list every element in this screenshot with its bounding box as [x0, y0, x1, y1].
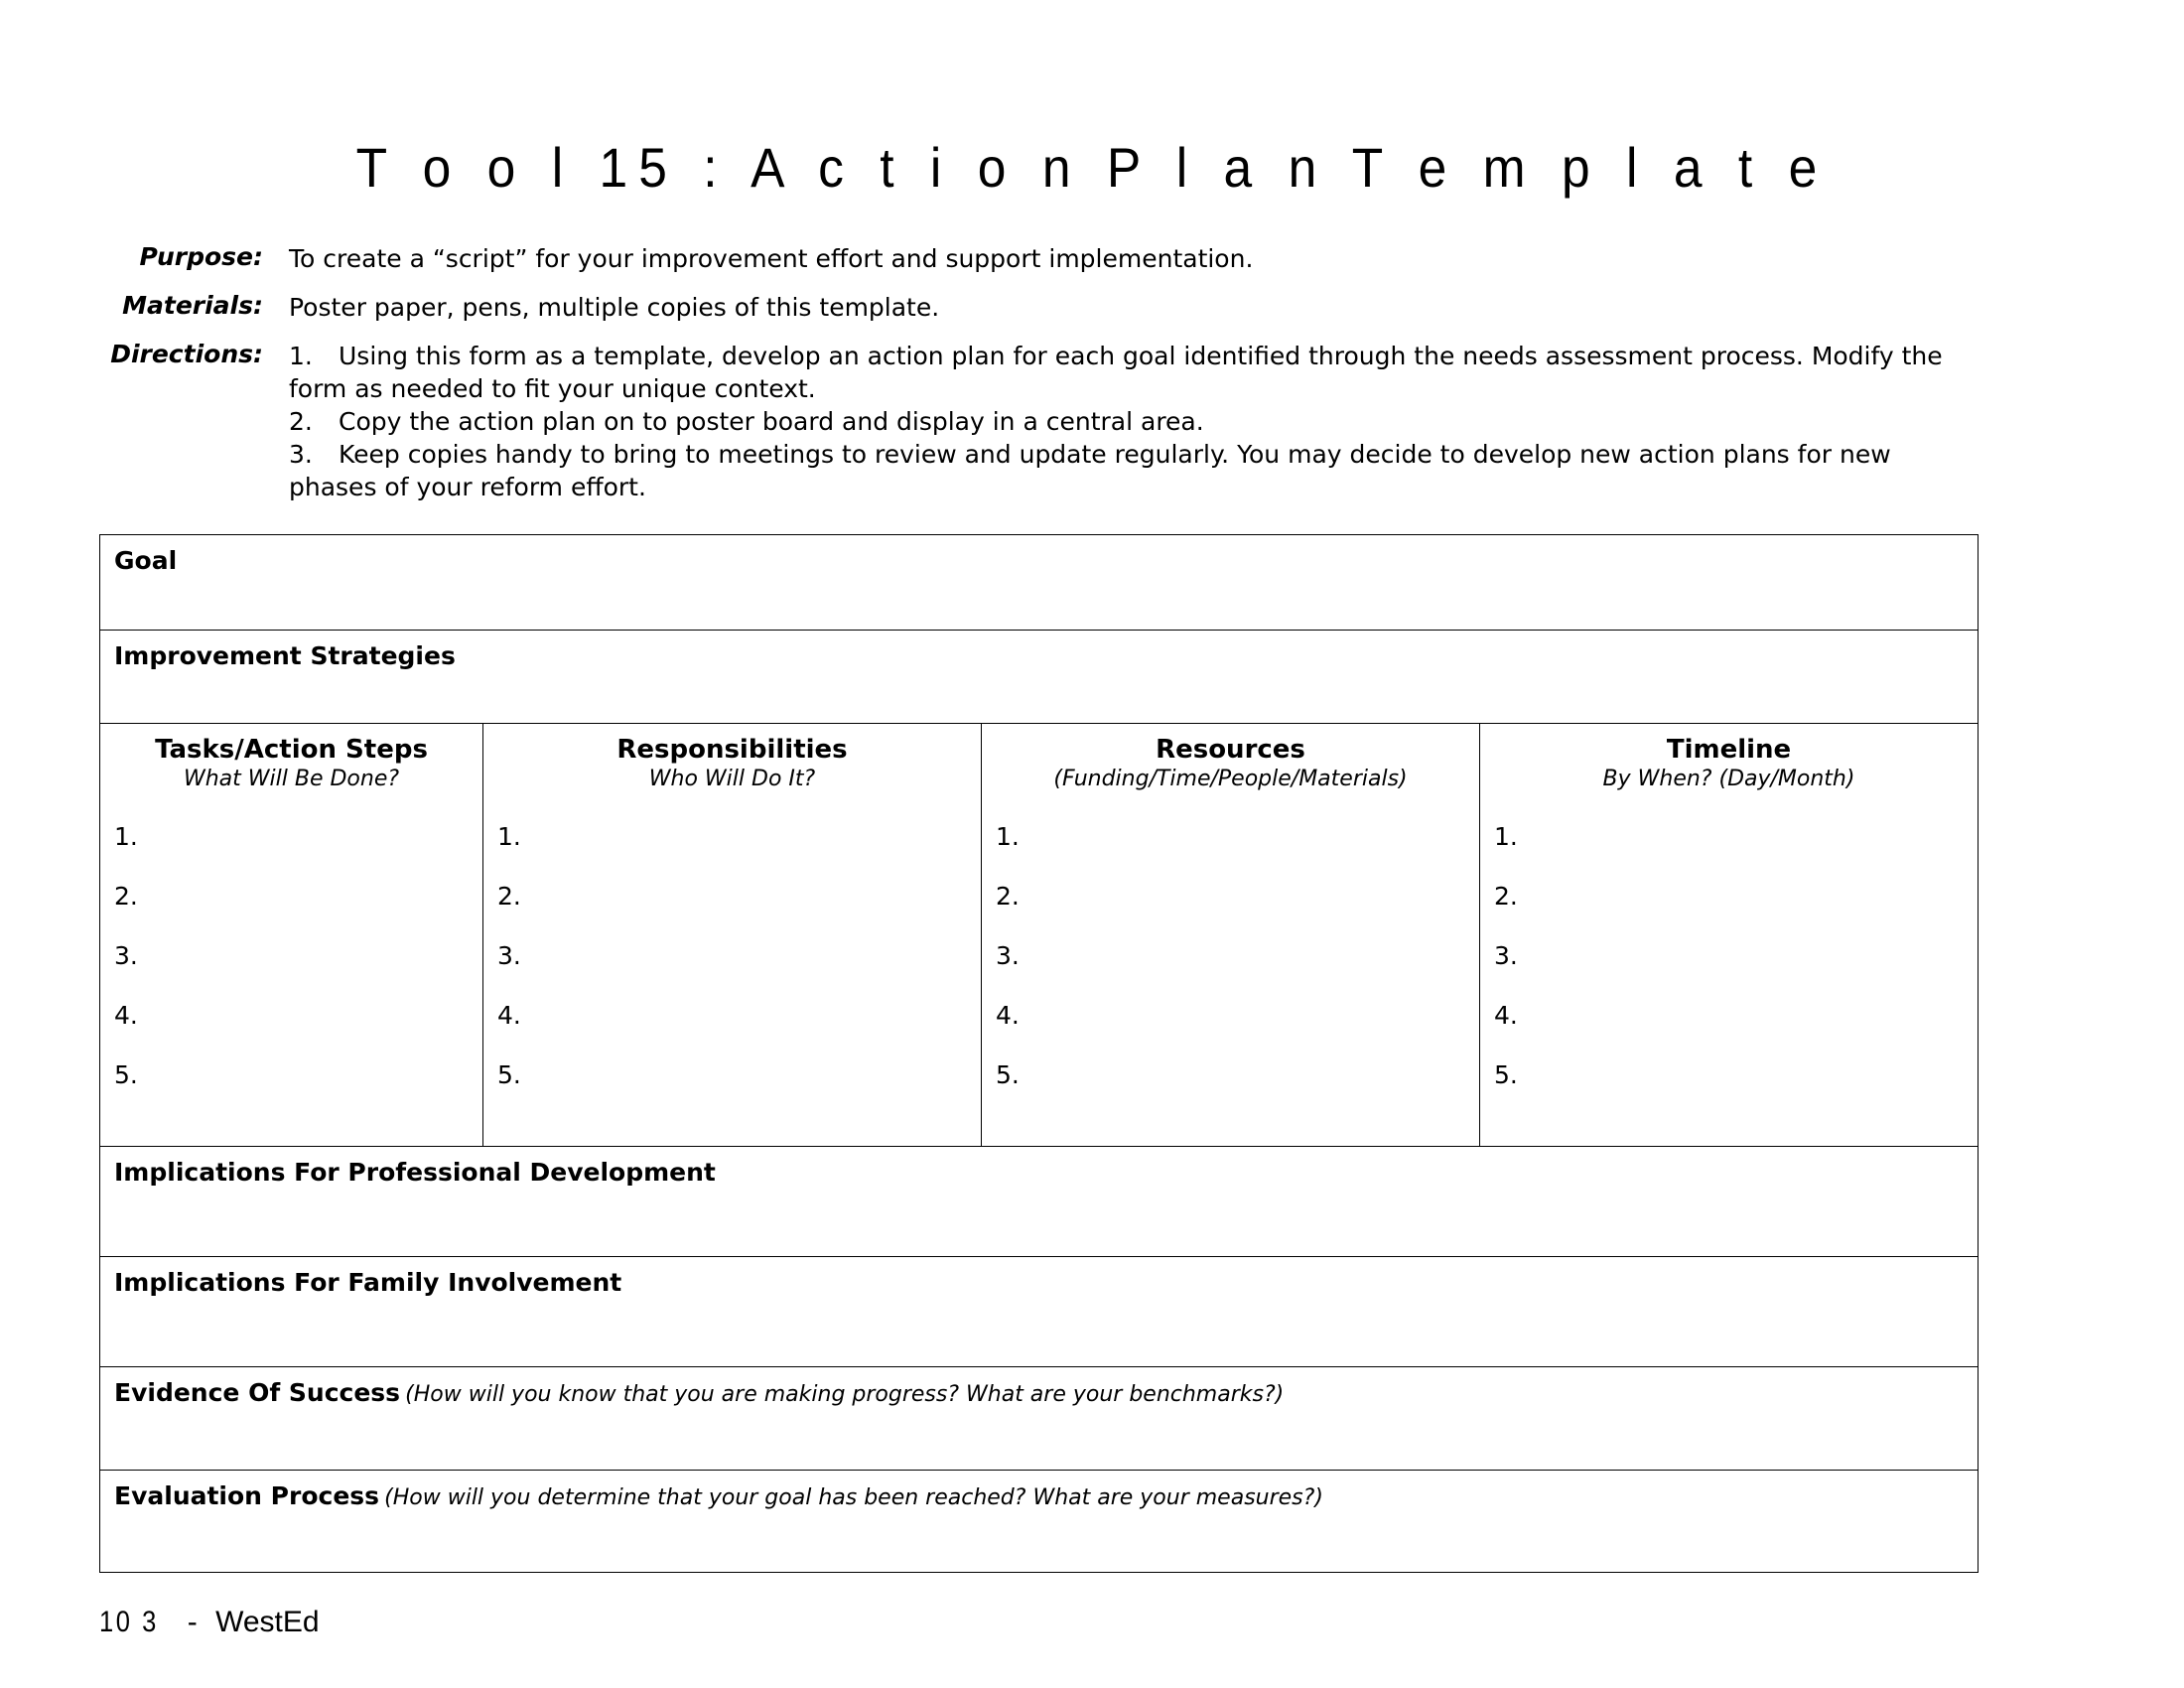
list-item: 5. — [996, 1060, 1020, 1089]
list-item: 5. — [497, 1060, 521, 1089]
resources-list — [982, 793, 1479, 1105]
list-item: 4. — [996, 1001, 1020, 1030]
strategies-cell[interactable] — [100, 631, 1979, 724]
list-item: 2. — [114, 882, 138, 911]
list-item: 4. — [114, 1001, 138, 1030]
list-item: 1. — [996, 822, 1020, 851]
goal-row — [100, 535, 1979, 631]
evaluation-note: (How will you determine that your goal has been reached? What are your measures?) — [384, 1485, 1323, 1510]
list-item: 3. — [1494, 941, 1518, 970]
footer-separator: - — [187, 1606, 198, 1638]
professional-development-row — [100, 1147, 1979, 1257]
list-item: 2. — [1494, 882, 1518, 911]
list-item: 2. — [996, 882, 1020, 911]
purpose-label: Purpose: — [139, 242, 263, 271]
directions-item-number: 2. — [289, 407, 313, 436]
directions-item — [289, 405, 1967, 438]
timeline-list — [1480, 793, 1978, 1105]
evidence-label: Evidence Of Success — [114, 1378, 401, 1407]
timeline-column-title: Timeline — [1666, 735, 1792, 765]
family-involvement-row — [100, 1257, 1979, 1367]
responsibilities-column[interactable] — [483, 724, 982, 1147]
purpose-text: To create a “script” for your improvement effort and support implementation. — [289, 244, 1254, 273]
goal-label: Goal — [114, 546, 178, 575]
tasks-column-title: Tasks/Action Steps — [155, 735, 428, 765]
tasks-list — [100, 793, 482, 1105]
strategies-label: Improvement Strategies — [114, 641, 456, 670]
directions-item-text: Using this form as a template, develop an action plan for each goal identified through the needs assessment process. Modify the form as needed to fit your unique context. — [289, 342, 1943, 403]
responsibilities-column-subtitle: Who Will Do It? — [648, 767, 816, 791]
directions-item — [289, 438, 1967, 503]
list-item: 1. — [1494, 822, 1518, 851]
directions-list — [289, 340, 1967, 503]
list-item: 5. — [114, 1060, 138, 1089]
resources-column-title: Resources — [1156, 735, 1305, 765]
list-item: 2. — [497, 882, 521, 911]
strategies-row — [100, 631, 1979, 724]
list-item: 4. — [1494, 1001, 1518, 1030]
evaluation-label: Evaluation Process — [114, 1481, 380, 1510]
list-item: 3. — [996, 941, 1020, 970]
family-involvement-label: Implications For Family Involvement — [114, 1268, 622, 1297]
page-title: T o o l 15 : A c t i o n P l a n T e m p l a t e — [355, 136, 1829, 199]
timeline-column-subtitle: By When? (Day/Month) — [1602, 767, 1855, 791]
page-footer — [99, 1606, 320, 1639]
action-steps-row — [100, 724, 1979, 1147]
professional-development-label: Implications For Professional Development — [114, 1158, 716, 1187]
list-item: 3. — [497, 941, 521, 970]
evidence-note: (How will you know that you are making progress? What are your benchmarks?) — [405, 1382, 1285, 1407]
resources-column-subtitle: (Funding/Time/People/Materials) — [1053, 767, 1408, 791]
directions-item-text: Copy the action plan on to poster board and display in a central area. — [339, 407, 1204, 436]
responsibilities-column-title: Responsibilities — [616, 735, 848, 765]
evaluation-row — [100, 1471, 1979, 1573]
timeline-column[interactable] — [1480, 724, 1979, 1147]
tasks-column[interactable] — [100, 724, 483, 1147]
materials-label: Materials: — [122, 291, 263, 320]
goal-cell[interactable] — [100, 535, 1979, 631]
page-number: 10 3 — [99, 1606, 159, 1638]
evidence-row — [100, 1367, 1979, 1471]
list-item: 4. — [497, 1001, 521, 1030]
list-item: 1. — [497, 822, 521, 851]
evidence-cell[interactable] — [100, 1367, 1979, 1471]
list-item: 3. — [114, 941, 138, 970]
directions-item-number: 3. — [289, 440, 313, 469]
directions-item-text: Keep copies handy to bring to meetings to review and update regularly. You may decide to develop new action plans for new phases of your reform effort. — [289, 440, 1891, 501]
family-involvement-cell[interactable] — [100, 1257, 1979, 1367]
directions-item-number: 1. — [289, 342, 313, 370]
evaluation-cell[interactable] — [100, 1471, 1979, 1573]
list-item: 1. — [114, 822, 138, 851]
professional-development-cell[interactable] — [100, 1147, 1979, 1257]
list-item: 5. — [1494, 1060, 1518, 1089]
action-plan-table — [99, 534, 1979, 1573]
tasks-column-subtitle: What Will Be Done? — [183, 767, 400, 791]
responsibilities-list — [483, 793, 981, 1105]
resources-column[interactable] — [982, 724, 1480, 1147]
materials-text: Poster paper, pens, multiple copies of this template. — [289, 293, 940, 322]
directions-label: Directions: — [110, 340, 263, 368]
directions-item — [289, 340, 1967, 405]
footer-org: WestEd — [215, 1606, 320, 1638]
